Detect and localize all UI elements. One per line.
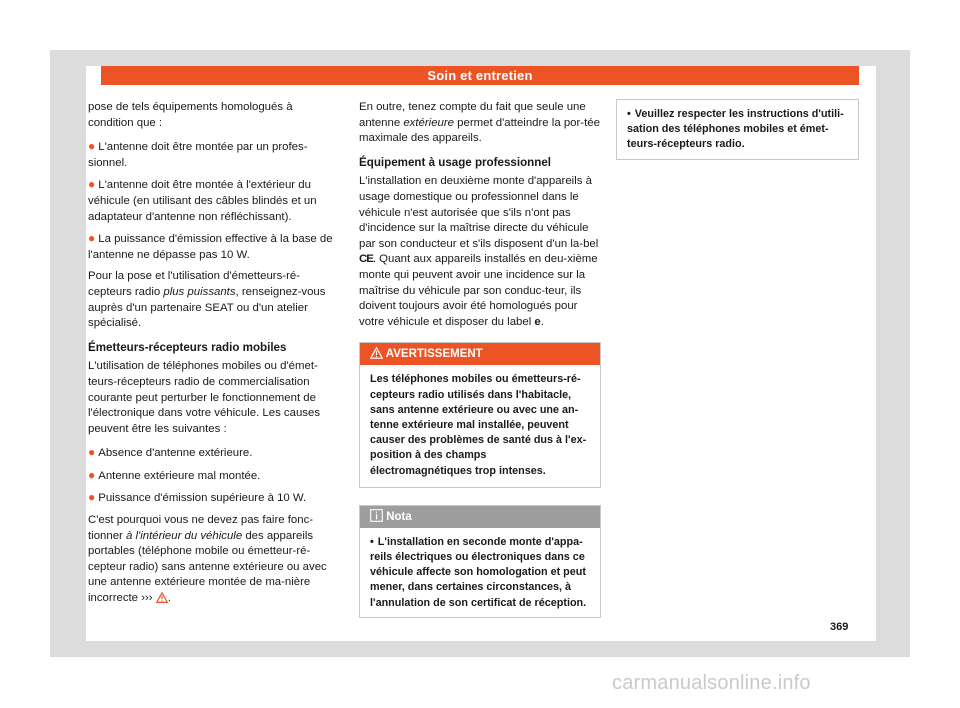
list-item: ● Absence d'antenne extérieure. [88, 445, 253, 460]
column-2 [359, 100, 601, 618]
info-icon [370, 508, 383, 530]
warning-box [359, 342, 601, 487]
list-item: ● Antenne extérieure mal montée. [88, 467, 261, 482]
paragraph: C'est pourquoi vous ne devez pas faire fonc-tionner à l'intérieur du véhicule des appareils portables (téléphone mobile ou émetteur-ré-cepteur radio) sans antenne extérieure ou avec une antenne extérieure montée de ma-nière incorrecte ››› . [88, 513, 340, 609]
section-heading: Émetteurs-récepteurs radio mobiles [88, 340, 287, 354]
warning-triangle-icon[interactable] [156, 592, 168, 609]
section-heading: Équipement à usage professionnel [359, 155, 551, 169]
bullet-icon: ● [88, 490, 96, 505]
note-title: Nota [360, 506, 600, 528]
warning-text: Les téléphones mobiles ou émetteurs-ré-cepteurs radio utilisés dans l'habitacle, sans antenne extérieure ou avec une an-tenne extérieure mal installée, peuvent causer des problèmes de santé dus à l'ex-position à des champs électromagnétiques trop intenses. [370, 373, 587, 477]
page-number: 369 [830, 621, 849, 633]
paragraph: Pour la pose et l'utilisation d'émetteurs-ré-cepteurs radio plus puissants, renseignez-vous auprès d'un partenaire SEAT ou d'un atelier spécialisé. [88, 270, 326, 330]
note-box [359, 505, 601, 618]
section-header: Soin et entretien [101, 66, 859, 85]
bullet-icon: ● [88, 467, 96, 482]
paragraph: L'installation en deuxième monte d'appareils à usage domestique ou professionnel dans le véhicule n'est autorisée que s'ils n'ont pas d'incidence sur la maîtrise directe du véhicule par son conducteur et s'ils disposent d'un la-bel CE. Quant aux appareils installés en deu-xième monte qui peuvent avoir une incidence sur la maîtrise du véhicule par son conduc-teur, ils doivent toujours avoir été homologués pour votre véhicule et disposer du label e. [359, 175, 599, 328]
paragraph: L'utilisation de téléphones mobiles ou d'émet-teurs-récepteurs radio de commercialisation courante peut perturber le fonctionnement de l'électronique dans votre véhicule. Les causes peuvent être les suivantes : [88, 360, 321, 435]
instruction-box: • Veuillez respecter les instructions d'utili-sation des téléphones mobiles et émet-teurs-récepteurs radio. [616, 99, 859, 160]
cross-reference-link[interactable]: ››› [141, 592, 153, 605]
column-1 [88, 100, 340, 617]
warning-triangle-icon [370, 345, 383, 367]
warning-title: AVERTISSEMENT [360, 343, 600, 365]
e-mark: e [534, 315, 541, 328]
list-item: ● La puissance d'émission effective à la base de l'antenne ne dépasse pas 10 W. [88, 231, 333, 261]
bullet-icon: ● [88, 445, 96, 460]
ce-mark: CE [359, 253, 373, 266]
bullet-icon: ● [88, 231, 96, 246]
column-3 [616, 99, 859, 160]
list-item: ● L'antenne doit être montée par un profes-sionnel. [88, 139, 308, 169]
bullet-icon: ● [88, 139, 96, 154]
list-item: ● L'antenne doit être montée à l'extérieur du véhicule (en utilisant des câbles blindés et un adaptateur d'antenne non réfléchissant). [88, 177, 317, 223]
note-text: • L'installation en seconde monte d'appa-reils électriques ou électroniques dans ce véhicule affecte son homologation et peut mener, dans certaines circonstances, à l'annulation de son certificat de réception. [370, 535, 587, 609]
watermark: carmanualsonline.info [612, 672, 811, 694]
paragraph: En outre, tenez compte du fait que seule une antenne extérieure permet d'atteindre la por-tée maximale des appareils. [359, 101, 600, 145]
list-item: ● Puissance d'émission supérieure à 10 W. [88, 490, 307, 505]
intro-paragraph: pose de tels équipements homologués à condition que : [88, 101, 293, 129]
bullet-icon: ● [88, 177, 96, 192]
